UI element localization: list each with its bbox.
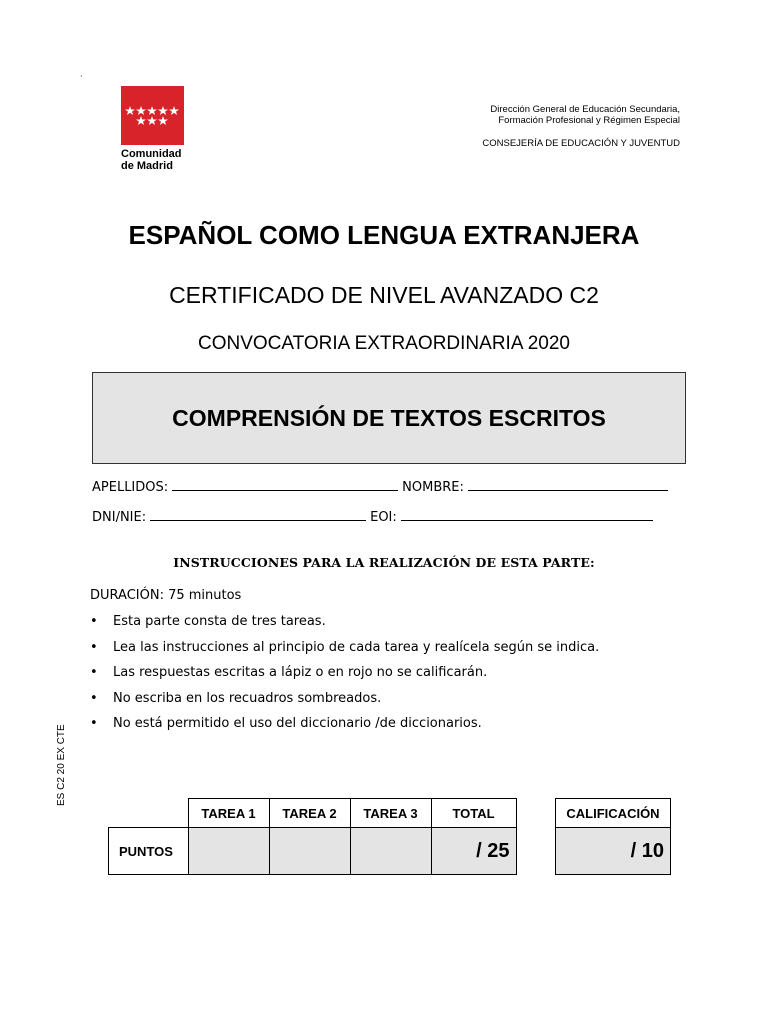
logo-wordmark [121, 148, 201, 172]
header-dot: · [80, 72, 83, 81]
tarea-1-score [188, 828, 269, 875]
section-title: COMPRENSIÓN DE TEXTOS ESCRITOS [172, 404, 606, 431]
header-total: TOTAL [431, 799, 516, 828]
eoi-field[interactable] [401, 508, 653, 521]
tarea-3-score [350, 828, 431, 875]
total-score: / 25 [431, 828, 516, 875]
rules-list [90, 614, 599, 742]
score-table [108, 798, 517, 875]
header-line-2: Formación Profesional y Régimen Especial [498, 115, 680, 126]
form-line-names [92, 478, 672, 495]
rule-item: • No escriba en los recuadros sombreados. [90, 691, 599, 717]
rule-item: • Lea las instrucciones al principio de cada tarea y realícela según se indica. [90, 640, 599, 666]
apellidos-label: APELLIDOS: [92, 480, 169, 495]
comunidad-madrid-logo [121, 86, 184, 145]
apellidos-field[interactable] [172, 478, 398, 491]
section-banner [92, 372, 686, 464]
duration-label: DURACIÓN: 75 minutos [90, 588, 242, 603]
instructions-title: INSTRUCCIONES PARA LA REALIZACIÓN DE ESTA PARTE: [173, 555, 595, 570]
score-corner [109, 799, 189, 828]
page-subtitle: CERTIFICADO DE NIVEL AVANZADO C2 [169, 282, 599, 308]
calificacion-header: CALIFICACIÓN [556, 799, 671, 828]
page-title: ESPAÑOL COMO LENGUA EXTRANJERA [128, 220, 640, 250]
dni-field[interactable] [150, 508, 366, 521]
tarea-2-score [269, 828, 350, 875]
rule-item: • No está permitido el uso del diccionario /de diccionarios. [90, 716, 599, 742]
header-line-3: CONSEJERÍA DE EDUCACIÓN Y JUVENTUD [482, 138, 680, 149]
form-line-ids [92, 508, 657, 525]
logo-line-1: Comunidad [121, 148, 182, 160]
vertical-exam-code: ES C2 20 EX CTE [56, 724, 67, 806]
dni-label: DNI/NIE: [92, 510, 147, 525]
rule-item: • Esta parte consta de tres tareas. [90, 614, 599, 640]
header-line-1: Dirección General de Educación Secundaria, [490, 104, 680, 115]
grade-table [555, 798, 671, 875]
header-tarea-2: TAREA 2 [269, 799, 350, 828]
eoi-label: EOI: [370, 510, 397, 525]
header-institution [482, 104, 680, 149]
stars-icon [121, 86, 184, 145]
header-tarea-1: TAREA 1 [188, 799, 269, 828]
nombre-label: NOMBRE: [402, 480, 464, 495]
logo-line-2: de Madrid [121, 160, 173, 172]
rule-item: • Las respuestas escritas a lápiz o en rojo no se calificarán. [90, 665, 599, 691]
nombre-field[interactable] [468, 478, 668, 491]
puntos-label: PUNTOS [109, 828, 189, 875]
header-tarea-3: TAREA 3 [350, 799, 431, 828]
convocatoria-label: CONVOCATORIA EXTRAORDINARIA 2020 [197, 333, 570, 354]
calificacion-value: / 10 [556, 828, 671, 875]
